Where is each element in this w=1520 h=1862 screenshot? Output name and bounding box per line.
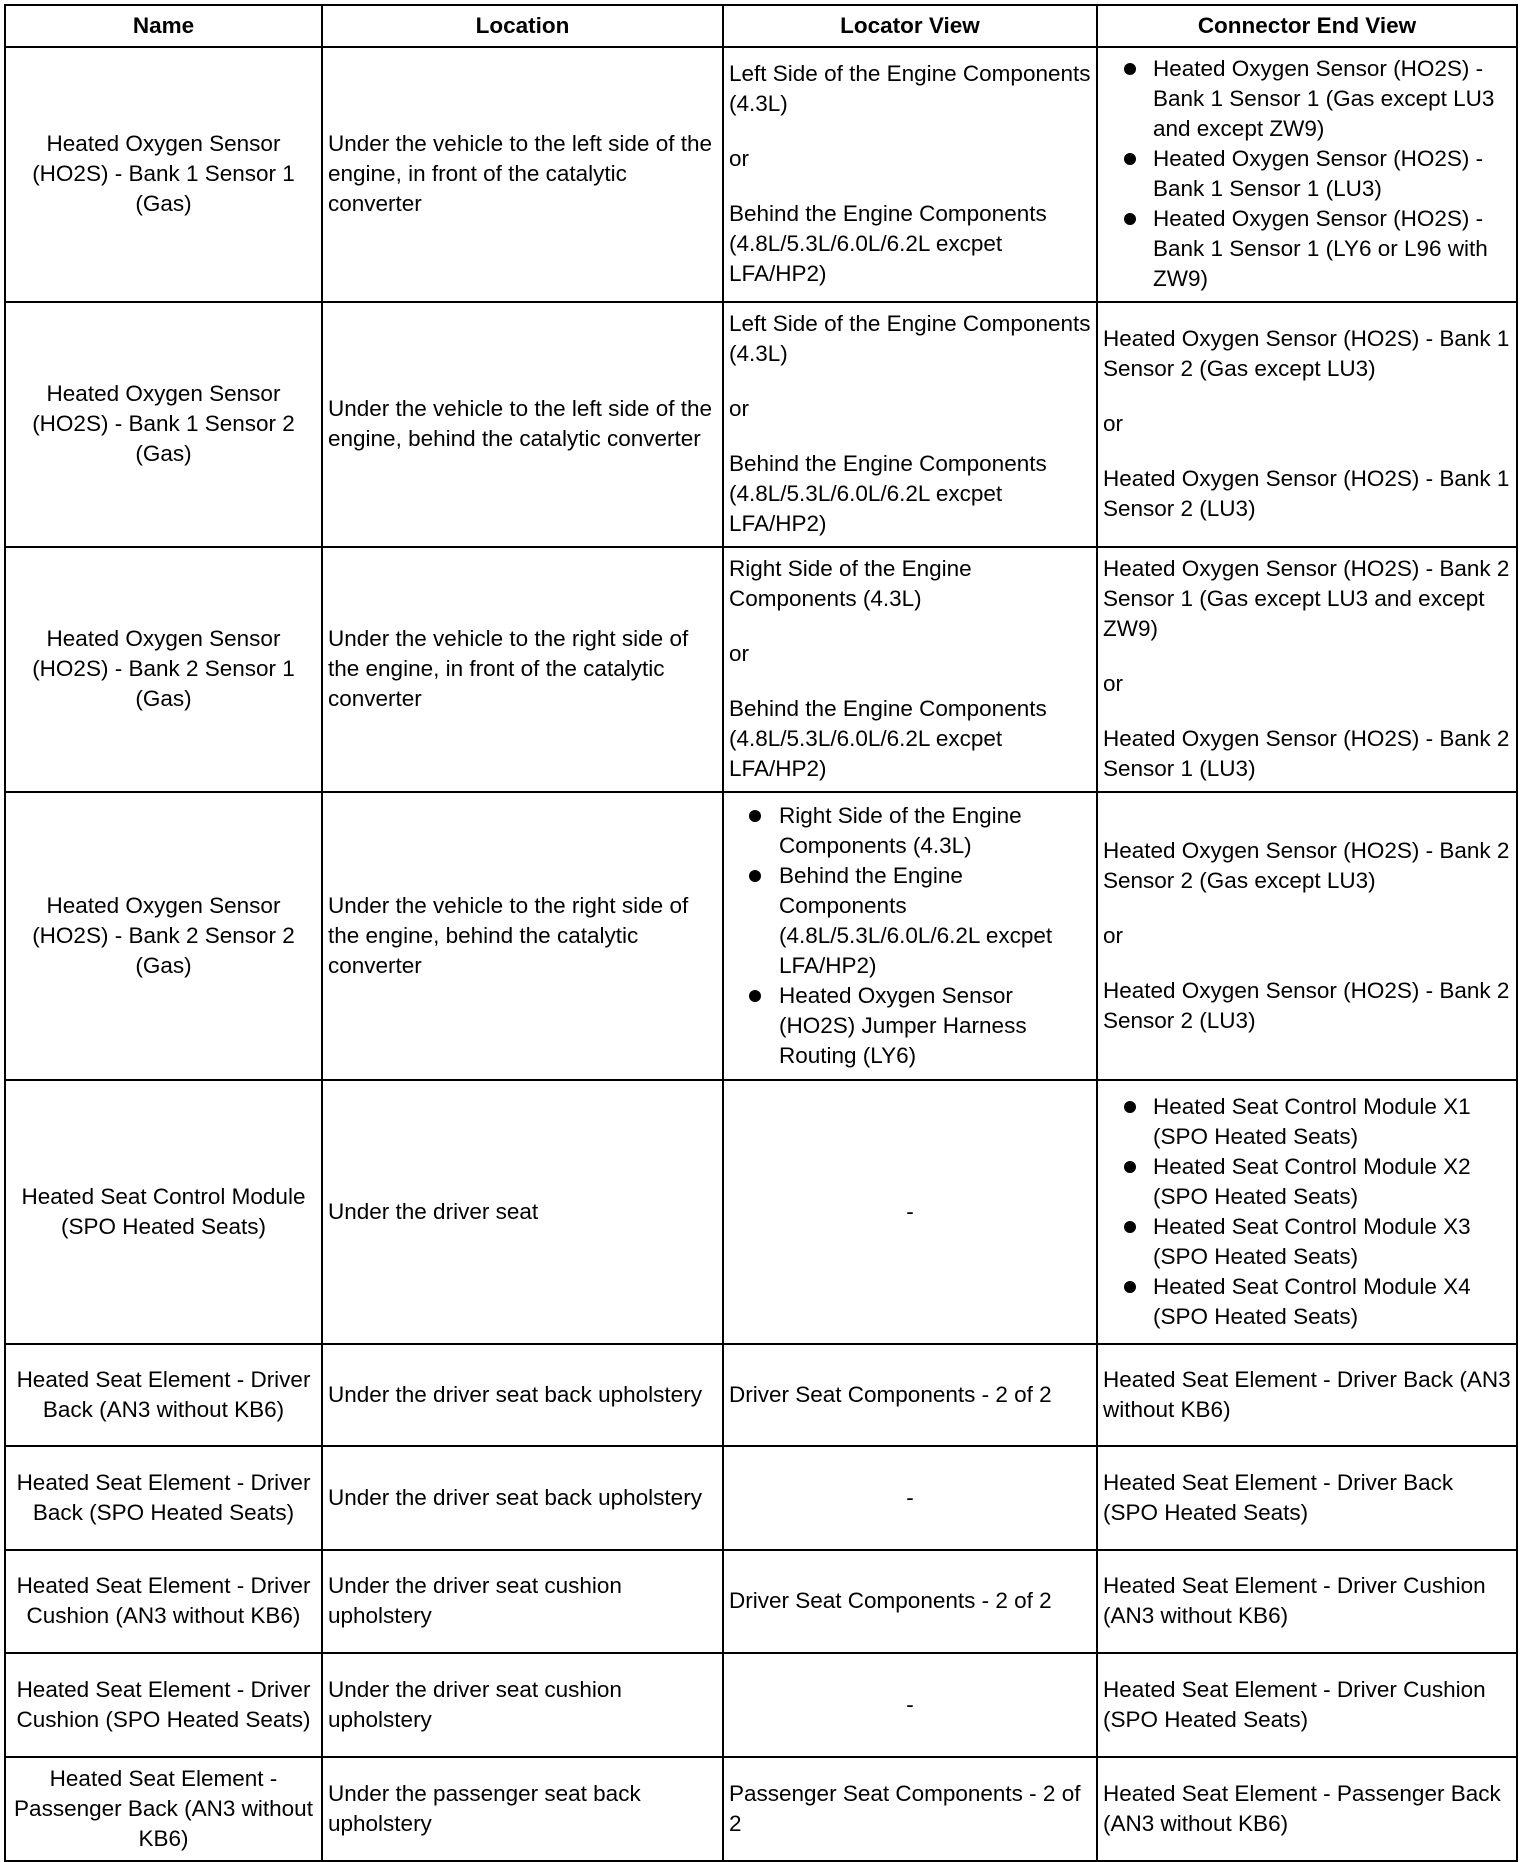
bullet-icon [1124,63,1136,75]
table-row [5,1757,1517,1861]
connector-link[interactable]: Heated Oxygen Sensor (HO2S) - Bank 1 Sensor 1 (LU3) [1153,146,1484,201]
name-cell: Heated Oxygen Sensor (HO2S) - Bank 2 Sensor 2 (Gas) [5,792,322,1080]
or-text: or [1103,411,1124,436]
bullet-icon [1124,213,1136,225]
location-cell: Under the vehicle to the left side of the engine, in front of the catalytic converter [322,47,723,302]
name-cell: Heated Seat Control Module (SPO Heated Seats) [5,1080,322,1344]
connector-link[interactable]: Heated Seat Control Module X2 (SPO Heated Seats) [1153,1153,1471,1209]
locator-view-cell [723,547,1097,792]
component-locator-table-sheet [4,4,1516,1862]
connector-end-view-cell[interactable]: Heated Seat Element - Driver Back (AN3 without KB6) [1097,1344,1517,1446]
list-item[interactable] [1103,1272,1511,1332]
location-cell: Under the vehicle to the right side of the engine, behind the catalytic converter [322,792,723,1080]
name-cell: Heated Seat Element - Passenger Back (AN3 without KB6) [5,1757,322,1861]
locator-view-cell [723,47,1097,302]
bullet-icon [1124,153,1136,165]
locator-view-cell[interactable]: Passenger Seat Components - 2 of 2 [723,1757,1097,1861]
connector-link[interactable]: Heated Seat Control Module X1 (SPO Heated Seats) [1153,1093,1471,1149]
location-cell: Under the driver seat cushion upholstery [322,1550,723,1653]
name-cell: Heated Seat Element - Driver Back (SPO Heated Seats) [5,1446,322,1550]
connector-end-view-cell [1097,792,1517,1080]
locator-link[interactable]: Right Side of the Engine Components (4.3L) [729,556,972,611]
name-cell: Heated Oxygen Sensor (HO2S) - Bank 2 Sensor 1 (Gas) [5,547,322,792]
table-row [5,1344,1517,1446]
location-cell: Under the vehicle to the left side of the engine, behind the catalytic converter [322,302,723,547]
table-row [5,547,1517,792]
list-item[interactable] [1103,204,1511,294]
or-text: or [1103,922,1124,948]
locator-list [729,801,1091,1071]
component-locator-table [4,4,1518,1862]
bullet-icon [1124,1221,1136,1233]
or-text: or [729,641,750,666]
location-cell: Under the passenger seat back upholstery [322,1757,723,1861]
list-item[interactable] [1103,54,1511,144]
header-location: Location [322,5,723,47]
bullet-icon [749,990,761,1002]
locator-link[interactable]: Behind the Engine Components (4.8L/5.3L/6.0L/6.2L excpet LFA/HP2) [729,201,1047,286]
locator-link[interactable]: Left Side of the Engine Components (4.3L) [729,61,1091,116]
list-item[interactable] [1103,144,1511,204]
location-cell: Under the driver seat [322,1080,723,1344]
locator-link[interactable]: Right Side of the Engine Components (4.3L) [779,802,1022,858]
table-row [5,302,1517,547]
locator-view-cell[interactable]: Driver Seat Components - 2 of 2 [723,1344,1097,1446]
header-connector-end-view: Connector End View [1097,5,1517,47]
location-cell: Under the vehicle to the right side of the engine, in front of the catalytic converter [322,547,723,792]
connector-list [1103,54,1511,294]
connector-end-view-cell[interactable]: Heated Seat Element - Driver Cushion (AN3 without KB6) [1097,1550,1517,1653]
location-cell: Under the driver seat cushion upholstery [322,1653,723,1757]
connector-end-view-cell[interactable]: Heated Seat Element - Passenger Back (AN3 without KB6) [1097,1757,1517,1861]
name-cell: Heated Seat Element - Driver Cushion (SPO Heated Seats) [5,1653,322,1757]
locator-view-cell: - [723,1653,1097,1757]
locator-view-cell [723,792,1097,1080]
list-item[interactable] [1103,1092,1511,1152]
connector-link[interactable]: Heated Oxygen Sensor (HO2S) - Bank 1 Sensor 1 (Gas except LU3 and except ZW9) [1153,56,1495,141]
locator-view-cell: - [723,1080,1097,1344]
bullet-icon [1124,1281,1136,1293]
or-text: or [1103,671,1124,696]
connector-end-view-cell [1097,547,1517,792]
name-cell: Heated Seat Element - Driver Cushion (AN3 without KB6) [5,1550,322,1653]
connector-link[interactable]: Heated Oxygen Sensor (HO2S) - Bank 1 Sensor 2 (LU3) [1103,466,1510,521]
header-row [5,5,1517,47]
bullet-icon [1124,1101,1136,1113]
connector-end-view-cell [1097,1080,1517,1344]
list-item[interactable] [729,801,1091,861]
header-locator-view: Locator View [723,5,1097,47]
table-row [5,47,1517,302]
name-cell: Heated Seat Element - Driver Back (AN3 without KB6) [5,1344,322,1446]
connector-link[interactable]: Heated Oxygen Sensor (HO2S) - Bank 1 Sensor 1 (LY6 or L96 with ZW9) [1153,206,1488,291]
table-row [5,1080,1517,1344]
locator-link[interactable]: Behind the Engine Components (4.8L/5.3L/6.0L/6.2L excpet LFA/HP2) [729,696,1047,781]
list-item[interactable] [729,861,1091,981]
locator-view-cell[interactable]: Driver Seat Components - 2 of 2 [723,1550,1097,1653]
connector-end-view-cell[interactable]: Heated Seat Element - Driver Back (SPO Heated Seats) [1097,1446,1517,1550]
locator-link[interactable]: Behind the Engine Components (4.8L/5.3L/6.0L/6.2L excpet LFA/HP2) [779,862,1053,978]
or-text: or [729,146,750,171]
location-cell: Under the driver seat back upholstery [322,1446,723,1550]
locator-link[interactable]: Left Side of the Engine Components (4.3L) [729,311,1091,366]
list-item[interactable] [1103,1212,1511,1272]
table-row [5,1550,1517,1653]
locator-link[interactable]: Behind the Engine Components (4.8L/5.3L/6.0L/6.2L excpet LFA/HP2) [729,451,1047,536]
list-item[interactable] [1103,1152,1511,1212]
bullet-icon [1124,1161,1136,1173]
connector-end-view-cell [1097,47,1517,302]
connector-link[interactable]: Heated Seat Control Module X3 (SPO Heated Seats) [1153,1213,1471,1269]
name-cell: Heated Oxygen Sensor (HO2S) - Bank 1 Sensor 2 (Gas) [5,302,322,547]
header-name: Name [5,5,322,47]
locator-view-cell: - [723,1446,1097,1550]
or-text: or [729,396,750,421]
locator-link[interactable]: Heated Oxygen Sensor (HO2S) Jumper Harness Routing (LY6) [779,982,1027,1068]
connector-list [1103,1092,1511,1332]
table-row [5,1653,1517,1757]
connector-link[interactable]: Heated Oxygen Sensor (HO2S) - Bank 2 Sensor 2 (Gas except LU3) [1103,837,1510,893]
connector-link[interactable]: Heated Oxygen Sensor (HO2S) - Bank 2 Sensor 2 (LU3) [1103,977,1510,1033]
connector-end-view-cell[interactable]: Heated Seat Element - Driver Cushion (SPO Heated Seats) [1097,1653,1517,1757]
list-item[interactable] [729,981,1091,1071]
table-row [5,1446,1517,1550]
connector-link[interactable]: Heated Oxygen Sensor (HO2S) - Bank 2 Sensor 1 (LU3) [1103,726,1510,781]
connector-link[interactable]: Heated Oxygen Sensor (HO2S) - Bank 2 Sensor 1 (Gas except LU3 and except ZW9) [1103,556,1510,641]
locator-view-cell [723,302,1097,547]
connector-end-view-cell [1097,302,1517,547]
location-cell: Under the driver seat back upholstery [322,1344,723,1446]
connector-link[interactable]: Heated Seat Control Module X4 (SPO Heated Seats) [1153,1273,1471,1329]
table-row [5,792,1517,1080]
name-cell: Heated Oxygen Sensor (HO2S) - Bank 1 Sensor 1 (Gas) [5,47,322,302]
connector-link[interactable]: Heated Oxygen Sensor (HO2S) - Bank 1 Sensor 2 (Gas except LU3) [1103,326,1510,381]
bullet-icon [749,810,761,822]
bullet-icon [749,870,761,882]
